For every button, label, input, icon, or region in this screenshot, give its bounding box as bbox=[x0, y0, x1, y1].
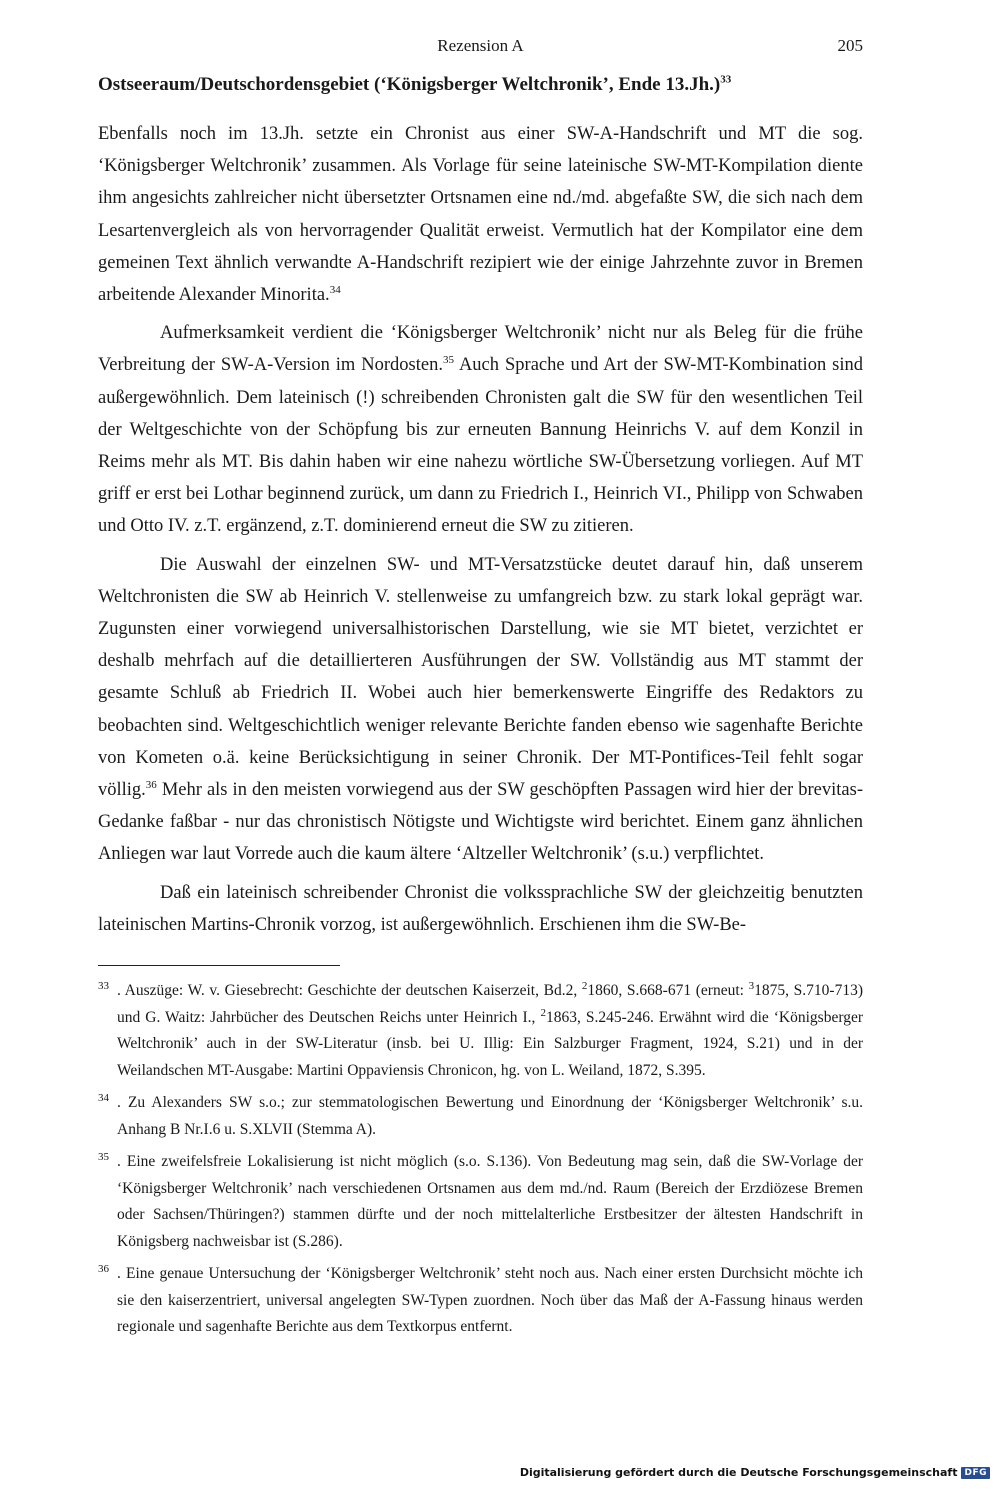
footnote bbox=[98, 978, 863, 1084]
footnote-ref[interactable]: 35 bbox=[443, 354, 454, 367]
footnote-number: 36 bbox=[98, 1263, 109, 1276]
footnote-ref[interactable]: 33 bbox=[720, 73, 732, 86]
section-heading bbox=[98, 72, 863, 98]
body-paragraph bbox=[98, 317, 863, 542]
footnote-ref[interactable]: 34 bbox=[329, 283, 341, 296]
footnote-text: 1863, S.245-246. Erwähnt wird die ‘Königsberger Weltchronik’ auch in der SW-Literatur (insb. bei U. Illig: Ein Salzburger Fragment, 1924, S.21) und in der Weilandschen MT-Ausgabe: Martini Oppaviensis Chronicon, hg. von L. Weiland, 1872, S.395. bbox=[117, 1008, 864, 1079]
footnotes-section bbox=[98, 978, 863, 1341]
heading-text: Ostseeraum/Deutschordensgebiet (‘Königsberger Weltchronik’, Ende 13.Jh.) bbox=[98, 74, 721, 95]
footnote-text: 1860, S.668-671 (erneut: bbox=[587, 982, 749, 1000]
body-paragraph bbox=[98, 877, 863, 941]
footnote-divider bbox=[98, 965, 340, 966]
footnote bbox=[98, 1261, 863, 1341]
footnote-text: . Auszüge: W. v. Giesebrecht: Geschichte der deutschen Kaiserzeit, Bd.2, bbox=[117, 982, 582, 1000]
edition-superscript: 2 bbox=[581, 979, 588, 992]
paragraph-text: Daß ein lateinisch schreibender Chronist die volkssprachliche SW der gleichzeitig benutzten lateinischen Martins-Chronik vorzog, ist außergewöhnlich. Erschienen ihm die SW-Be- bbox=[98, 882, 863, 935]
paragraph-text: Auch Sprache und Art der SW-MT-Kombination sind außergewöhnlich. Dem lateinisch (!) schreibenden Chronisten galt die SW für den wesentlichen Teil der Weltgeschichte von der Schöpfung bis zur erneuten Bannung Heinrichs V. auf dem Konzil in Reims mehr als MT. Bis dahin haben wir eine nahezu wörtliche SW-Übersetzung vorliegen. Auf MT griff er erst bei Lothar beginnend zurück, um dann zu Friedrich I., Heinrich VI., Philipp von Schwaben und Otto IV. z.T. ergänzend, z.T. dominierend erneut die SW zu zitieren. bbox=[98, 355, 863, 537]
footnote bbox=[98, 1090, 863, 1143]
footnote-number: 33 bbox=[98, 980, 109, 993]
footnote-text: . Eine zweifelsfreie Lokalisierung ist nicht möglich (s.o. S.136). Von Bedeutung mag sein, daß die SW-Vorlage der ‘Königsberger Weltchronik’ nach verschiedenen Ortsnamen aus dem md./nd. Raum (Bereich der Erzdiözese Bremen oder Sachsen/Thüringen?) stammen dürfte und der noch mittelalterliche Erstbesitzer der ältesten Handschrift in Königsberg nachweisbar ist (S.286). bbox=[117, 1153, 863, 1250]
body-paragraph bbox=[98, 118, 863, 311]
credit-text: Digitalisierung gefördert durch die Deutsche Forschungsgemeinschaft bbox=[519, 1466, 958, 1479]
footnote-text: 1875, S.710-713) und G. Waitz: Jahrbücher des Deutschen Reichs unter Heinrich I., bbox=[117, 982, 863, 1026]
footnote-number: 35 bbox=[98, 1151, 109, 1164]
edition-superscript: 3 bbox=[748, 979, 755, 992]
footnote-number: 34 bbox=[98, 1092, 109, 1105]
section-name: Rezension A bbox=[437, 36, 524, 55]
footnote-text: . Eine genaue Untersuchung der ‘Königsberger Weltchronik’ steht noch aus. Nach einer ersten Durchsicht möchte ich sie den kaiserzentriert, universal angelegten SW-Typen zuordnen. Noch über das Maß der A-Fassung hinaus werden regionale und sagenhafte Berichte aus dem Textkorpus entfernt. bbox=[117, 1265, 863, 1336]
digitization-credit bbox=[520, 1466, 990, 1479]
paragraph-text: Ebenfalls noch im 13.Jh. setzte ein Chronist aus einer SW-A-Handschrift und MT die sog. ‘Königsberger Weltchronik’ zusammen. Als Vorlage für seine lateinische SW-MT-Kompilation diente ihm angesichts zahlreicher nicht übersetzter Ortsnamen eine nd./md. abgefaßte SW, die sich nach dem Lesartenvergleich als von hervorragender Qualität erweist. Vermutlich hat der Kompilator eine dem gemeinen Text ähnlich verwandte A-Handschrift rezipiert wie der einige Jahrzehnte zuvor in Bremen arbeitende Alexander Minorita. bbox=[98, 124, 863, 306]
paragraph-text: Mehr als in den meisten vorwiegend aus der SW geschöpften Passagen wird hier der brevitas-Gedanke faßbar - nur das chronistisch Nötigste und Wichtigste wird berichtet. Einem ganz ähnlichen Anliegen war laut Vorrede auch die kaum ältere ‘Altzeller Weltchronik’ (s.u.) verpflichtet. bbox=[98, 780, 863, 865]
page-number: 205 bbox=[837, 36, 863, 55]
running-header bbox=[98, 34, 863, 64]
body-paragraph bbox=[98, 549, 863, 871]
paragraph-text: Die Auswahl der einzelnen SW- und MT-Versatzstücke deutet darauf hin, daß unserem Weltchronisten die SW ab Heinrich V. stellenweise zu umfangreich bzw. zu stark lokal geprägt war. Zugunsten einer vorwiegend universalhistorischen Darstellung, wie sie MT bietet, verzichtet er deshalb mehrfach auf die detaillierteren Ausführungen der SW. Vollständig aus MT stammt der gesamte Schluß ab Friedrich II. Wobei auch hier bemerkenswerte Eingriffe des Redaktors zu beobachten sind. Weltgeschichtlich weniger relevante Berichte fanden ebenso wie sagenhafte Berichte von Kometen o.ä. keine Berücksichtigung in seiner Chronik. Der MT-Pontifices-Teil fehlt sogar völlig. bbox=[98, 554, 863, 801]
edition-superscript: 2 bbox=[540, 1006, 546, 1019]
paragraph-text: Aufmerksamkeit verdient die ‘Königsberger Weltchronik’ nicht nur als Beleg für die frühe Verbreitung der SW-A-Version im Nordosten. bbox=[98, 323, 863, 376]
footnote-ref[interactable]: 36 bbox=[145, 778, 157, 791]
document-page bbox=[98, 34, 863, 1347]
footnote bbox=[98, 1149, 863, 1255]
dfg-logo-icon: DFG bbox=[961, 1467, 990, 1479]
footnote-text: . Zu Alexanders SW s.o.; zur stemmatologischen Bewertung und Einordnung der ‘Königsberger Weltchronik’ s.u. Anhang B Nr.I.6 u. S.XLVII (Stemma A). bbox=[117, 1094, 863, 1138]
